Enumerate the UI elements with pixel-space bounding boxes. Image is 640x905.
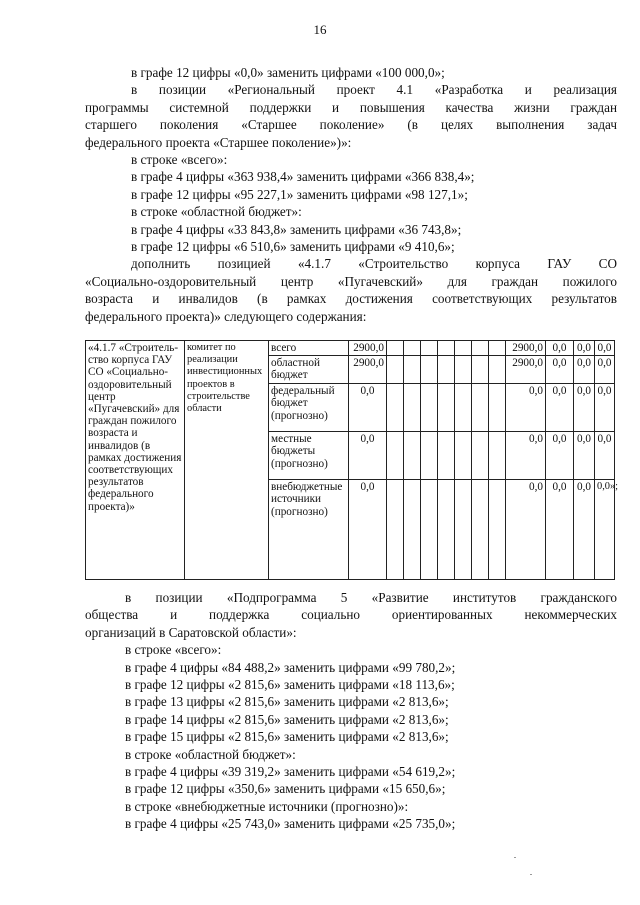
- text-line: федерального проекта)» следующего содержания:: [85, 308, 367, 324]
- source-cell: федеральный бюджет (прогнозно): [269, 384, 349, 432]
- g15-cell: 0,0: [595, 432, 615, 480]
- g12-cell: 2900,0: [506, 356, 546, 384]
- g15-cell: 0,0»;: [595, 480, 615, 580]
- text-line: в графе 15 цифры «2 815,6» заменить цифрами «2 813,6»;: [125, 729, 449, 745]
- source-cell: всего: [269, 341, 349, 356]
- text-line: в графе 12 цифры «0,0» заменить цифрами «100 000,0»;: [131, 65, 445, 80]
- text-line: в графе 12 цифры «2 815,6» заменить цифрами «18 113,6»;: [125, 677, 455, 693]
- amendments-top: [85, 64, 617, 325]
- scan-speck: [514, 857, 516, 858]
- text-line: организаций в Саратовской области»:: [85, 624, 297, 640]
- amendments-bottom: [85, 589, 617, 833]
- source-cell: областной бюджет: [269, 356, 349, 384]
- g12-cell: 0,0: [506, 480, 546, 580]
- financing-table: [85, 340, 619, 580]
- text-line: программы системной поддержки и повышения качества жизни граждан: [85, 99, 617, 115]
- text-line: в строке «всего»:: [125, 642, 222, 658]
- text-line: в строке «областной бюджет»:: [131, 204, 302, 220]
- table-row: [86, 341, 615, 356]
- text-line: в графе 12 цифры «95 227,1» заменить цифрами «98 127,1»;: [131, 186, 468, 202]
- g13-cell: 0,0: [546, 432, 574, 480]
- total-cell: 0,0: [349, 384, 387, 432]
- text-line: в графе 4 цифры «33 843,8» заменить цифрами «36 743,8»;: [131, 221, 462, 237]
- text-line: «Социально-оздоровительный центр «Пугачевский» для граждан пожилого: [85, 273, 617, 289]
- g14-cell: 0,0: [574, 432, 595, 480]
- text-line: дополнить позицией «4.1.7 «Строительство корпуса ГАУ СО: [131, 256, 617, 272]
- g13-cell: 0,0: [546, 480, 574, 580]
- text-line: в графе 4 цифры «25 743,0» заменить цифрами «25 735,0»;: [125, 816, 456, 832]
- text-line: возраста и инвалидов (в рамках достижения соответствующих результатов: [85, 291, 617, 307]
- text-line: в графе 12 цифры «350,6» заменить цифрами «15 650,6»;: [125, 781, 446, 797]
- text-line: общества и поддержка социально ориентированных некоммерческих: [85, 607, 617, 623]
- text-line: в позиции «Подпрограмма 5 «Развитие институтов гражданского: [125, 590, 617, 605]
- scan-speck: [530, 874, 532, 875]
- g14-cell: 0,0: [574, 480, 595, 580]
- text-line: в графе 14 цифры «2 815,6» заменить цифрами «2 813,6»;: [125, 711, 449, 727]
- g12-cell: 0,0: [506, 432, 546, 480]
- g15-cell: 0,0: [595, 341, 615, 356]
- total-cell: 2900,0: [349, 356, 387, 384]
- g13-cell: 0,0: [546, 356, 574, 384]
- total-cell: 0,0: [349, 432, 387, 480]
- g15-cell: 0,0: [595, 356, 615, 384]
- text-line: федерального проекта «Старшее поколение»)»:: [85, 134, 352, 150]
- g14-cell: 0,0: [574, 341, 595, 356]
- page-number: 16: [313, 22, 327, 37]
- text-line: старшего поколения «Старшее поколение» (в целях выполнения задач: [85, 117, 617, 133]
- text-line: в графе 4 цифры «39 319,2» заменить цифрами «54 619,2»;: [125, 764, 456, 780]
- position-name-cell: «4.1.7 «Строитель-ство корпуса ГАУ СО «Социально-оздоровительный центр «Пугачевский» для граждан пожилого возраста и инвалидов (в рамках достижения соответствующих результатов федерального проекта)»: [86, 341, 185, 580]
- text-line: в графе 4 цифры «84 488,2» заменить цифрами «99 780,2»;: [125, 659, 456, 675]
- g13-cell: 0,0: [546, 384, 574, 432]
- text-line: в графе 12 цифры «6 510,6» заменить цифрами «9 410,6»;: [131, 239, 455, 255]
- g12-cell: 2900,0: [506, 341, 546, 356]
- text-line: в строке «областной бюджет»:: [125, 746, 296, 762]
- g14-cell: 0,0: [574, 356, 595, 384]
- text-line: в строке «всего»:: [131, 152, 228, 168]
- g14-cell: 0,0: [574, 384, 595, 432]
- source-cell: внебюджетные источники (прогнозно): [269, 480, 349, 580]
- total-cell: 2900,0: [349, 341, 387, 356]
- text-line: в графе 4 цифры «363 938,4» заменить цифрами «366 838,4»;: [131, 169, 475, 185]
- text-line: в строке «внебюджетные источники (прогнозно)»:: [125, 798, 409, 814]
- total-cell: 0,0: [349, 480, 387, 580]
- executor-cell: комитет по реализации инвестиционных проектов в строительстве области: [185, 341, 269, 580]
- g12-cell: 0,0: [506, 384, 546, 432]
- g15-cell: 0,0: [595, 384, 615, 432]
- source-cell: местные бюджеты (прогнозно): [269, 432, 349, 480]
- text-line: в позиции «Региональный проект 4.1 «Разработка и реализация: [131, 82, 617, 98]
- text-line: в графе 13 цифры «2 815,6» заменить цифрами «2 813,6»;: [125, 694, 449, 710]
- g13-cell: 0,0: [546, 341, 574, 356]
